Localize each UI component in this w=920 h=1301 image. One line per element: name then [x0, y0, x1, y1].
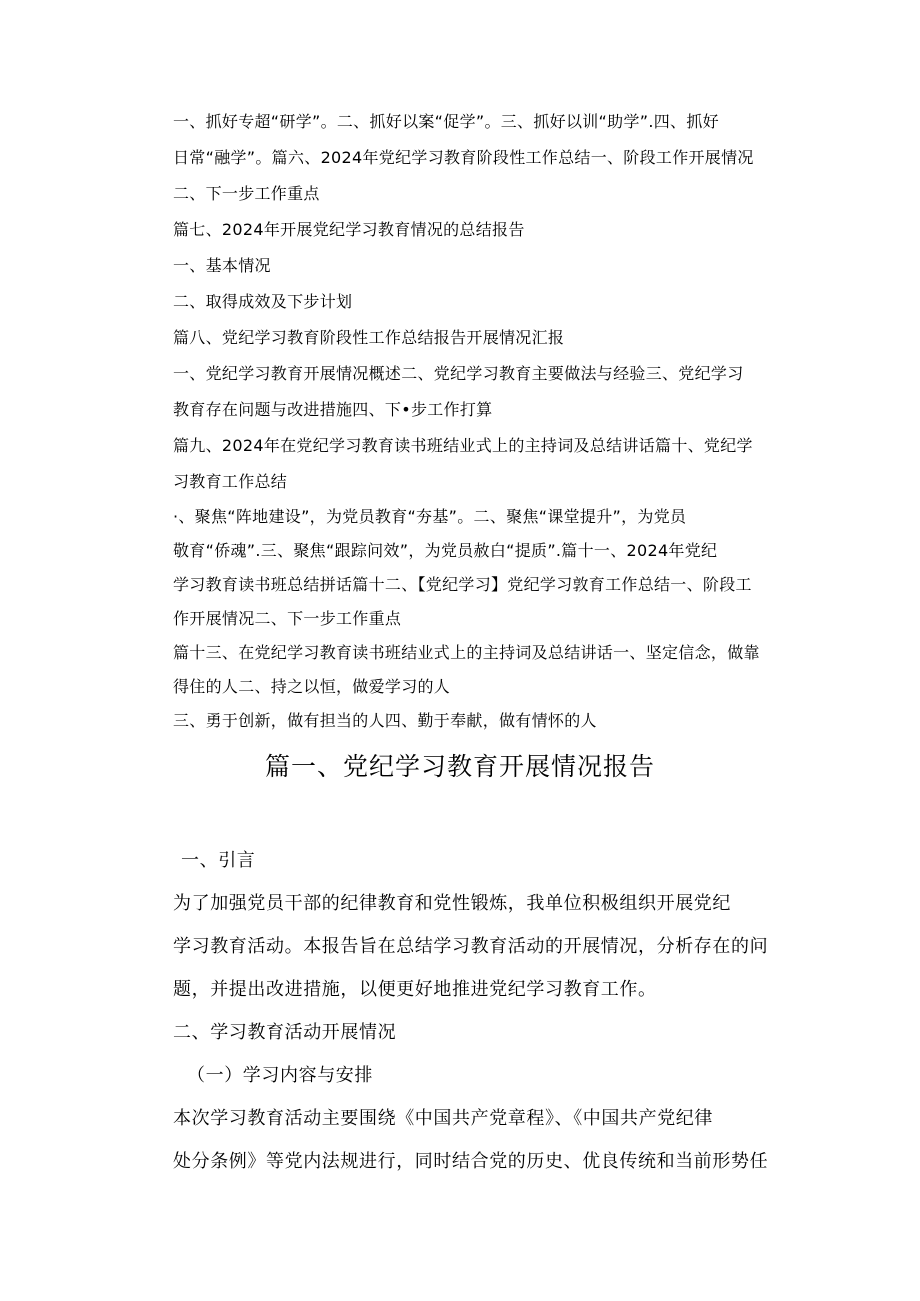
section-heading: 篇一、党纪学习教育开展情况报告 [264, 752, 655, 781]
report-body [173, 839, 793, 1183]
paragraph-line: 本次学习教育活动主要围绕《中国共产党章程》、《中国共产党纪律 [173, 1108, 713, 1129]
paragraph-line: 学习教育活动。本报告旨在总结学习教育活动的开展情况，分析存在的问 [173, 936, 769, 957]
toc-line: ·、聚焦“阵地建设”，为党员教育“夯基”。二、聚焦“课堂提升”，为党员 [173, 507, 687, 526]
toc-line: 学习教育读书班总结拼话篇十二、【党纪学习】党纪学习敦育工作总结一、阶段工 [173, 575, 752, 594]
paragraph-line: 为了加强党员干部的纪律教育和党性锻炼，我单位积极组织开展党纪 [173, 893, 731, 914]
toc-line: 二、取得成效及下步计划 [173, 292, 353, 311]
subsection-title: （一）学习内容与安排 [187, 1065, 373, 1086]
toc-line: 篇七、2024年开展党纪学习教育情况的总结报告 [173, 220, 525, 239]
toc-line: 一、党纪学习教育开展情况概述二、党纪学习教育主要做法与经验三、党纪学习 [173, 364, 744, 383]
toc-line: 二、下一步工作重点 [173, 184, 320, 203]
toc-line: 篇八、党纪学习教育阶段性工作总结报告开展情况汇报 [173, 328, 565, 347]
section-title: 二、学习教育活动开展情况 [173, 1022, 397, 1043]
toc-line: 篇十三、在党纪学习教育读书班结业式上的主持词及总结讲话一、坚定信念，做靠 [173, 643, 760, 662]
toc-line: 日常“融学”。篇六、2024年党纪学习教育阶段性工作总结一、阶段工作开展情况 [173, 148, 754, 167]
intro-title: 一、引言 [181, 850, 256, 871]
toc-line: 敬育“侨魂”.三、聚焦“跟踪问效”，为党员赦白“提质”.篇十一、2024年党纪 [173, 541, 718, 560]
toc-line: 习教育工作总结 [173, 472, 288, 491]
table-of-contents [173, 104, 789, 738]
paragraph-line: 处分条例》等党内法规进行，同时结合党的历史、优良传统和当前形势任 [173, 1151, 769, 1172]
toc-line: 三、勇于创新，做有担当的人四、勤于奉献，做有情怀的人 [173, 711, 597, 730]
toc-line: 一、抓好专超“研学”。二、抓好以案“促学”。三、抓好以训“助学”.四、抓好 [173, 112, 719, 131]
toc-line: 篇九、2024年在党纪学习教育读书班结业式上的主持词及总结讲话篇十、党纪学 [173, 436, 753, 455]
toc-line: 得住的人二、持之以恒，做爱学习的人 [173, 677, 451, 696]
toc-line: 教育存在问题与改进措施四、下•步工作打算 [173, 400, 493, 419]
toc-line: 作开展情况二、下一步工作重点 [173, 609, 402, 628]
toc-line: 一、基本情况 [173, 256, 271, 275]
paragraph-line: 题，并提出改进措施，以便更好地推进党纪学习教育工作。 [173, 979, 657, 1000]
